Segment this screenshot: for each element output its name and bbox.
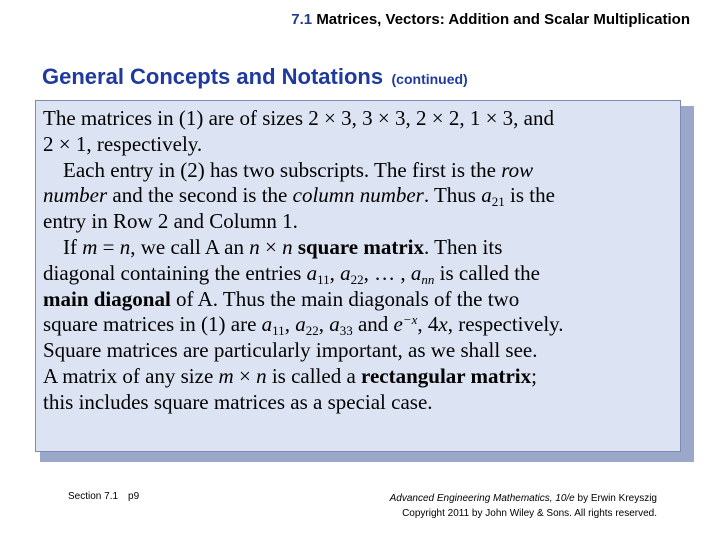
- rectangular-matrix-term: rectangular matrix: [361, 363, 532, 388]
- footer-book-title: Advanced Engineering Mathematics, 10/e: [389, 493, 575, 504]
- var-a: a: [410, 260, 422, 285]
- p2-line2: [43, 183, 672, 209]
- var-n: n: [249, 234, 260, 259]
- subscript-italic: [421, 272, 434, 287]
- subscript: 22: [305, 323, 319, 339]
- number-em: number: [43, 183, 108, 208]
- subscript-nn: nn: [421, 271, 435, 287]
- p3-text: =: [97, 234, 120, 259]
- subscript: 33: [339, 323, 353, 339]
- p3-text: If: [63, 234, 83, 259]
- p3-text: , 4: [417, 312, 439, 337]
- var-a: a: [261, 312, 273, 337]
- var-n: n: [119, 234, 131, 259]
- p3-line6: [43, 364, 672, 390]
- var-e: e: [393, 312, 403, 337]
- p3-text: ×: [233, 363, 257, 388]
- column-number-em: column number: [292, 183, 424, 208]
- p3-line7: this includes square matrices as a special case.: [43, 389, 433, 414]
- square-matrix-term: square matrix: [297, 234, 425, 259]
- p3-text: of A. Thus the main diagonals of the two: [170, 286, 520, 311]
- var-n: n: [256, 363, 267, 388]
- p3-text: , … ,: [363, 260, 411, 285]
- footer-book-line: [390, 491, 657, 506]
- p3-text: is called a: [266, 363, 362, 388]
- footer-left: [68, 491, 139, 502]
- p2-line3: entry in Row 2 and Column 1.: [43, 209, 298, 234]
- var-n: n: [282, 234, 293, 259]
- row-em: row: [501, 157, 534, 182]
- footer-section: Section 7.1: [68, 491, 119, 502]
- p3-text: ,: [329, 260, 341, 285]
- subscript: 11: [317, 271, 330, 287]
- p3-text: ;: [531, 363, 537, 388]
- p3-text: , we call A an: [130, 234, 250, 259]
- var-a: a: [329, 312, 340, 337]
- p2-text: and the second is the: [107, 183, 293, 208]
- p2-text: . Thus: [423, 183, 482, 208]
- heading-sub: (continued): [391, 71, 468, 87]
- subscript: 21: [491, 194, 505, 210]
- var-a: a: [340, 260, 351, 285]
- p1-line1: The matrices in (1) are of sizes 2 × 3, 3 × 3, 2 × 2, 1 × 3, and: [43, 106, 554, 130]
- section-title: Matrices, Vectors: Addition and Scalar Multiplication: [316, 11, 690, 28]
- p2-text: is the: [504, 183, 555, 208]
- p3-text: and: [352, 312, 394, 337]
- p3-text: ,: [318, 312, 330, 337]
- p3-text: diagonal containing the entries: [43, 260, 307, 285]
- superscript-italic: [403, 312, 418, 327]
- p3-text: A matrix of any size: [43, 363, 219, 388]
- var-a: a: [306, 260, 318, 285]
- p3-line5: Square matrices are particularly important, as we shall see.: [43, 338, 538, 363]
- var-m: m: [218, 363, 234, 388]
- footer-copyright: Copyright 2011 by John Wiley & Sons. All rights reserved.: [402, 508, 657, 519]
- p2-line1: [43, 158, 672, 184]
- content-box: [35, 100, 681, 452]
- slide-heading: [42, 64, 468, 90]
- p3-text: square matrices in (1) are: [43, 312, 262, 337]
- footer-right: [390, 491, 657, 521]
- var-a: a: [481, 183, 492, 208]
- var-m: m: [82, 234, 98, 259]
- p3-line3: [43, 287, 672, 313]
- footer-page: p9: [128, 491, 140, 502]
- p3-text: is called the: [434, 260, 540, 285]
- subscript: 11: [272, 323, 285, 339]
- p3-line2: [43, 261, 672, 287]
- section-number: 7.1: [291, 11, 313, 28]
- p3-line1: [43, 235, 672, 261]
- var-a: a: [295, 312, 306, 337]
- footer-book-author: by Erwin Kreyszig: [574, 493, 657, 504]
- var-x: x: [438, 312, 448, 337]
- subscript: 22: [350, 271, 364, 287]
- section-header: [291, 11, 690, 28]
- p3-text: . Then its: [424, 234, 503, 259]
- main-diagonal-term: main diagonal: [43, 286, 171, 311]
- p2-text: Each entry in (2) has two subscripts. The first is the: [63, 157, 502, 182]
- p3-text: ,: [284, 312, 296, 337]
- p3-text: ×: [259, 234, 283, 259]
- p3-text: , respectively.: [447, 312, 564, 337]
- p1-line2: 2 × 1, respectively.: [43, 131, 203, 156]
- exponent-minus-x: −x: [402, 312, 418, 328]
- heading-main: General Concepts and Notations: [42, 64, 384, 89]
- p3-line4: [43, 312, 672, 338]
